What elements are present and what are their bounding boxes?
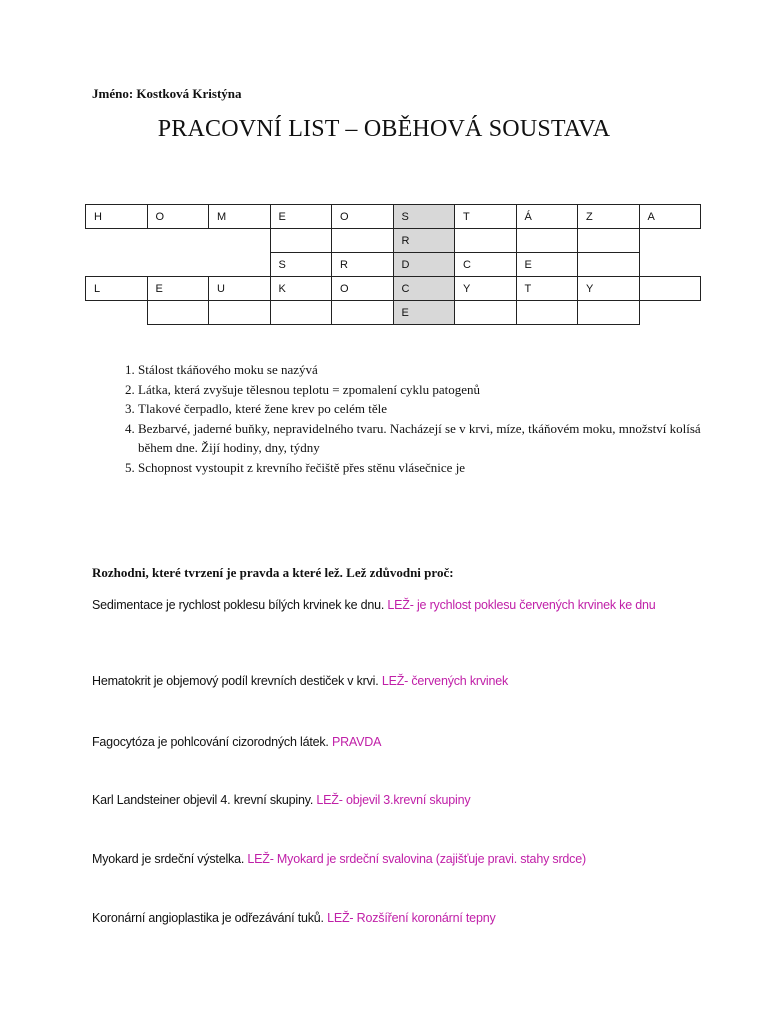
crossword-empty [209,229,271,253]
crossword-cell: R [332,253,394,277]
crossword-cell [516,301,578,325]
crossword-cell: E [270,205,332,229]
crossword-cell: K [270,277,332,301]
crossword-cell [332,301,394,325]
crossword-cell: Z [578,205,640,229]
crossword-cell: Y [455,277,517,301]
crossword-key-cell: S [393,205,455,229]
crossword-cell: T [455,205,517,229]
statement-myokard [92,851,682,868]
statement-landsteiner [92,792,682,809]
statement-answer: LEŽ- Myokard je srdeční svalovina (zajišťuje pravi. stahy srdce) [247,852,586,866]
crossword-cell [455,301,517,325]
crossword-cell: H [86,205,148,229]
question-item: 3. Tlakové čerpadlo, které žene krev po celém těle [138,399,718,419]
crossword-cell: Á [516,205,578,229]
crossword-cell [455,229,517,253]
crossword-cell [578,253,640,277]
student-name: Jméno: Kostková Kristýna [92,86,242,101]
crossword-cell: A [639,205,701,229]
crossword-cell: Y [578,277,640,301]
crossword-cell [639,277,701,301]
crossword-cell: O [332,277,394,301]
crossword-grid [85,204,701,325]
statement-sedimentace [92,597,682,614]
crossword-cell: E [516,253,578,277]
crossword-row [86,301,701,325]
crossword-empty [147,253,209,277]
question-item: 4. Bezbarvé, jaderné buňky, nepravidelného tvaru. Nacházejí se v krvi, míze, tkáňovém moku, množství kolísá během dne. Žijí hodiny, dny, týdny [138,419,718,458]
crossword-cell [270,229,332,253]
question-item: 5. Schopnost vystoupit z krevního řečiště přes stěnu vlásečnice je [138,458,718,478]
crossword-cell [147,301,209,325]
statement-answer: LEŽ- červených krvinek [381,674,509,688]
crossword-cell [516,229,578,253]
crossword-cell: C [455,253,517,277]
crossword-key-cell: D [393,253,455,277]
question-item: 2. Látka, která zvyšuje tělesnou teplotu = zpomalení cyklu patogenů [138,380,718,400]
statement-text: Sedimentace je rychlost poklesu bílých krvinek ke dnu. [92,598,388,612]
crossword-empty [209,253,271,277]
crossword-cell: M [209,205,271,229]
crossword-cell: O [332,205,394,229]
crossword-cell: O [147,205,209,229]
statement-hematokrit [92,673,682,690]
page-title: PRACOVNÍ LIST – OBĚHOVÁ SOUSTAVA [157,116,611,142]
question-list [112,360,718,477]
crossword-key-cell: R [393,229,455,253]
crossword-empty [147,229,209,253]
crossword-empty [86,229,148,253]
crossword-empty [639,301,701,325]
crossword-cell [209,301,271,325]
statement-text: Hematokrit je objemový podíl krevních destiček v krvi. [92,674,382,688]
crossword-cell: L [86,277,148,301]
crossword-row [86,205,701,229]
statement-text: Karl Landsteiner objevil 4. krevní skupiny. [92,793,317,807]
crossword-key-cell: E [393,301,455,325]
crossword-cell: E [147,277,209,301]
statement-fagocytoza [92,734,682,751]
statement-answer: PRAVDA [331,735,382,749]
statement-answer: LEŽ- objevil 3.krevní skupiny [316,793,471,807]
statement-angioplastika [92,910,682,927]
crossword-cell: S [270,253,332,277]
statement-answer: LEŽ- Rozšíření koronární tepny [327,911,496,925]
crossword-cell: T [516,277,578,301]
crossword-cell [578,301,640,325]
crossword-cell [578,229,640,253]
statement-text: Koronární angioplastika je odřezávání tuků. [92,911,328,925]
crossword-empty [639,229,701,253]
crossword-cell [270,301,332,325]
crossword-empty [86,301,148,325]
question-item: 1. Stálost tkáňového moku se nazývá [138,360,718,380]
crossword-cell: U [209,277,271,301]
task-instruction: Rozhodni, které tvrzení je pravda a které lež. Lež zdůvodni proč: [92,565,454,580]
crossword-row [86,277,701,301]
crossword-empty [639,253,701,277]
statement-answer: LEŽ- je rychlost poklesu červených krvinek ke dnu [387,598,656,612]
statement-text: Myokard je srdeční výstelka. [92,852,248,866]
statement-text: Fagocytóza je pohlcování cizorodných látek. [92,735,332,749]
crossword-cell [332,229,394,253]
crossword-row [86,229,701,253]
crossword-empty [86,253,148,277]
crossword-key-cell: C [393,277,455,301]
crossword-row [86,253,701,277]
